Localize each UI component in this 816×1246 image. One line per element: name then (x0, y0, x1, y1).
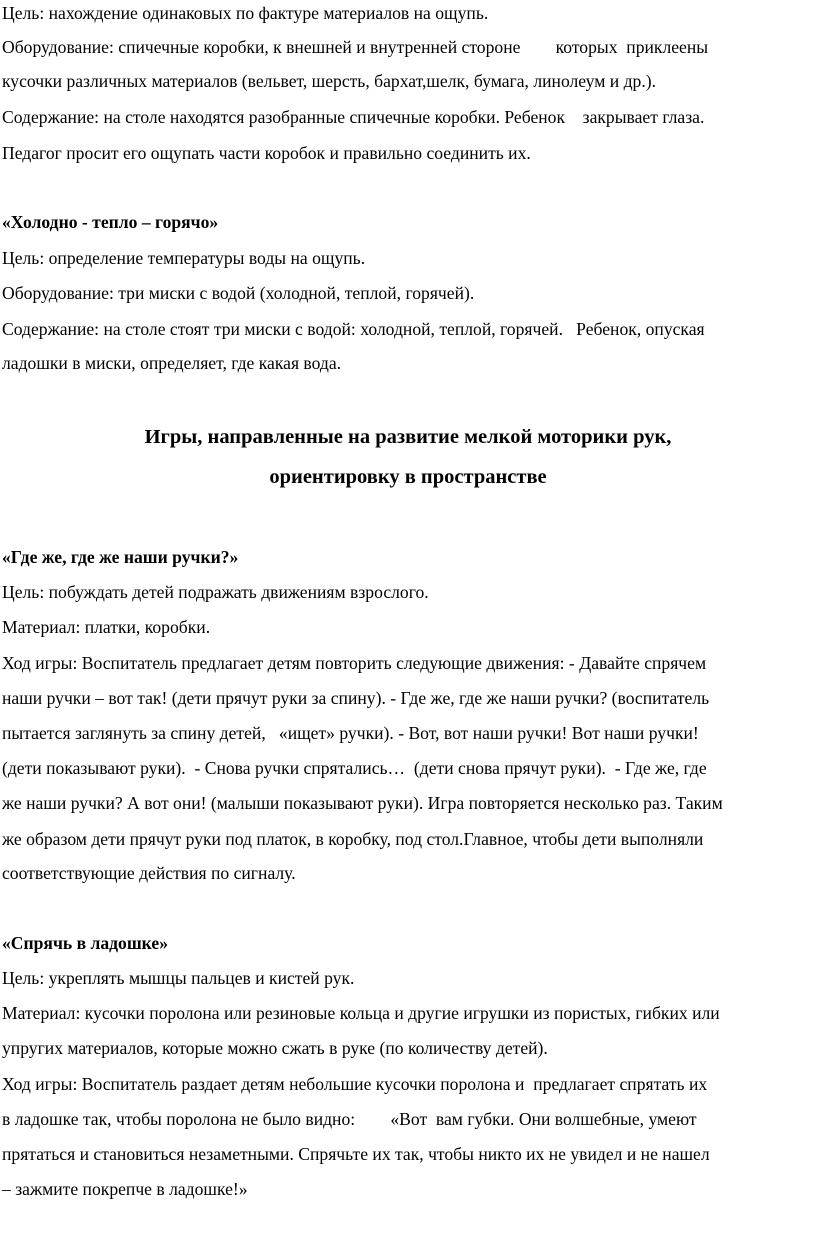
goal-text-4: Цель: укреплять мышцы пальцев и кистей рук. (2, 968, 355, 988)
equipment-text-1-cont: кусочки различных материалов (вельвет, шерсть, бархат,шелк, бумага, линолеум и др.). (2, 71, 656, 91)
procedure-text-3-line-7: соответствующие действия по сигналу. (2, 863, 296, 883)
equipment-text-1: Оборудование: спичечные коробки, к внешней и внутренней стороне которых приклеены (2, 37, 709, 57)
equipment-text-2: Оборудование: три миски с водой (холодной, теплой, горячей). (2, 283, 475, 303)
procedure-text-3-line-2: наши ручки – вот так! (дети прячут руки за спину). - Где же, где же наши ручки? (воспитатель (2, 688, 710, 708)
procedure-text-3-line-5: же наши ручки? А вот они! (малыши показывают руки). Игра повторяется несколько раз. Таким (2, 793, 723, 813)
content-text-1-cont: Педагог просит его ощупать части коробок и правильно соединить их. (2, 143, 531, 163)
section-heading-line-1: Игры, направленные на развитие мелкой моторики рук, (144, 426, 672, 448)
game-title-cold-warm-hot: «Холодно - тепло – горячо» (2, 212, 219, 232)
material-text-4-line-1: Материал: кусочки поролона или резиновые кольца и другие игрушки из пористых, гибких или (2, 1003, 720, 1023)
procedure-text-3-line-1: Ход игры: Воспитатель предлагает детям повторить следующие движения: - Давайте спрячем (2, 653, 707, 673)
procedure-text-4-line-3: прятаться и становиться незаметными. Спрячьте их так, чтобы никто их не увидел и не нашел (2, 1144, 710, 1164)
procedure-text-3-line-6: же образом дети прячут руки под платок, в коробку, под стол.Главное, чтобы дети выполняли (2, 829, 704, 849)
material-text-3: Материал: платки, коробки. (2, 617, 211, 637)
procedure-text-4-line-4: – зажмите покрепче в ладошке!» (2, 1179, 248, 1199)
section-heading-line-2: ориентировку в пространстве (269, 466, 547, 488)
material-text-4-line-2: упругих материалов, которые можно сжать в руке (по количеству детей). (2, 1038, 548, 1058)
procedure-text-4-line-1: Ход игры: Воспитатель раздает детям небольшие кусочки поролона и предлагает спрятать их (2, 1074, 708, 1094)
goal-text-2: Цель: определение температуры воды на ощупь. (2, 248, 366, 268)
game-title-hide-in-palm: «Спрячь в ладошке» (2, 933, 168, 953)
content-text-2-cont: ладошки в миски, определяет, где какая вода. (2, 353, 342, 373)
goal-text-1: Цель: нахождение одинаковых по фактуре материалов на ощупь. (2, 3, 489, 23)
procedure-text-4-line-2: в ладошке так, чтобы поролона не было видно: «Вот вам губки. Они волшебные, умеют (2, 1109, 697, 1129)
procedure-text-3-line-3: пытается заглянуть за спину детей, «ищет» ручки). - Вот, вот наши ручки! Вот наши ручки! (2, 723, 699, 743)
procedure-text-3-line-4: (дети показывают руки). - Снова ручки спрятались… (дети снова прячут руки). - Где же, где (2, 758, 707, 778)
goal-text-3: Цель: побуждать детей подражать движениям взрослого. (2, 582, 429, 602)
content-text-2: Содержание: на столе стоят три миски с водой: холодной, теплой, горячей. Ребенок, опуская (2, 319, 705, 339)
content-text-1: Содержание: на столе находятся разобранные спичечные коробки. Ребенок закрывает глаза. (2, 107, 705, 127)
game-title-where-hands: «Где же, где же наши ручки?» (2, 547, 239, 567)
